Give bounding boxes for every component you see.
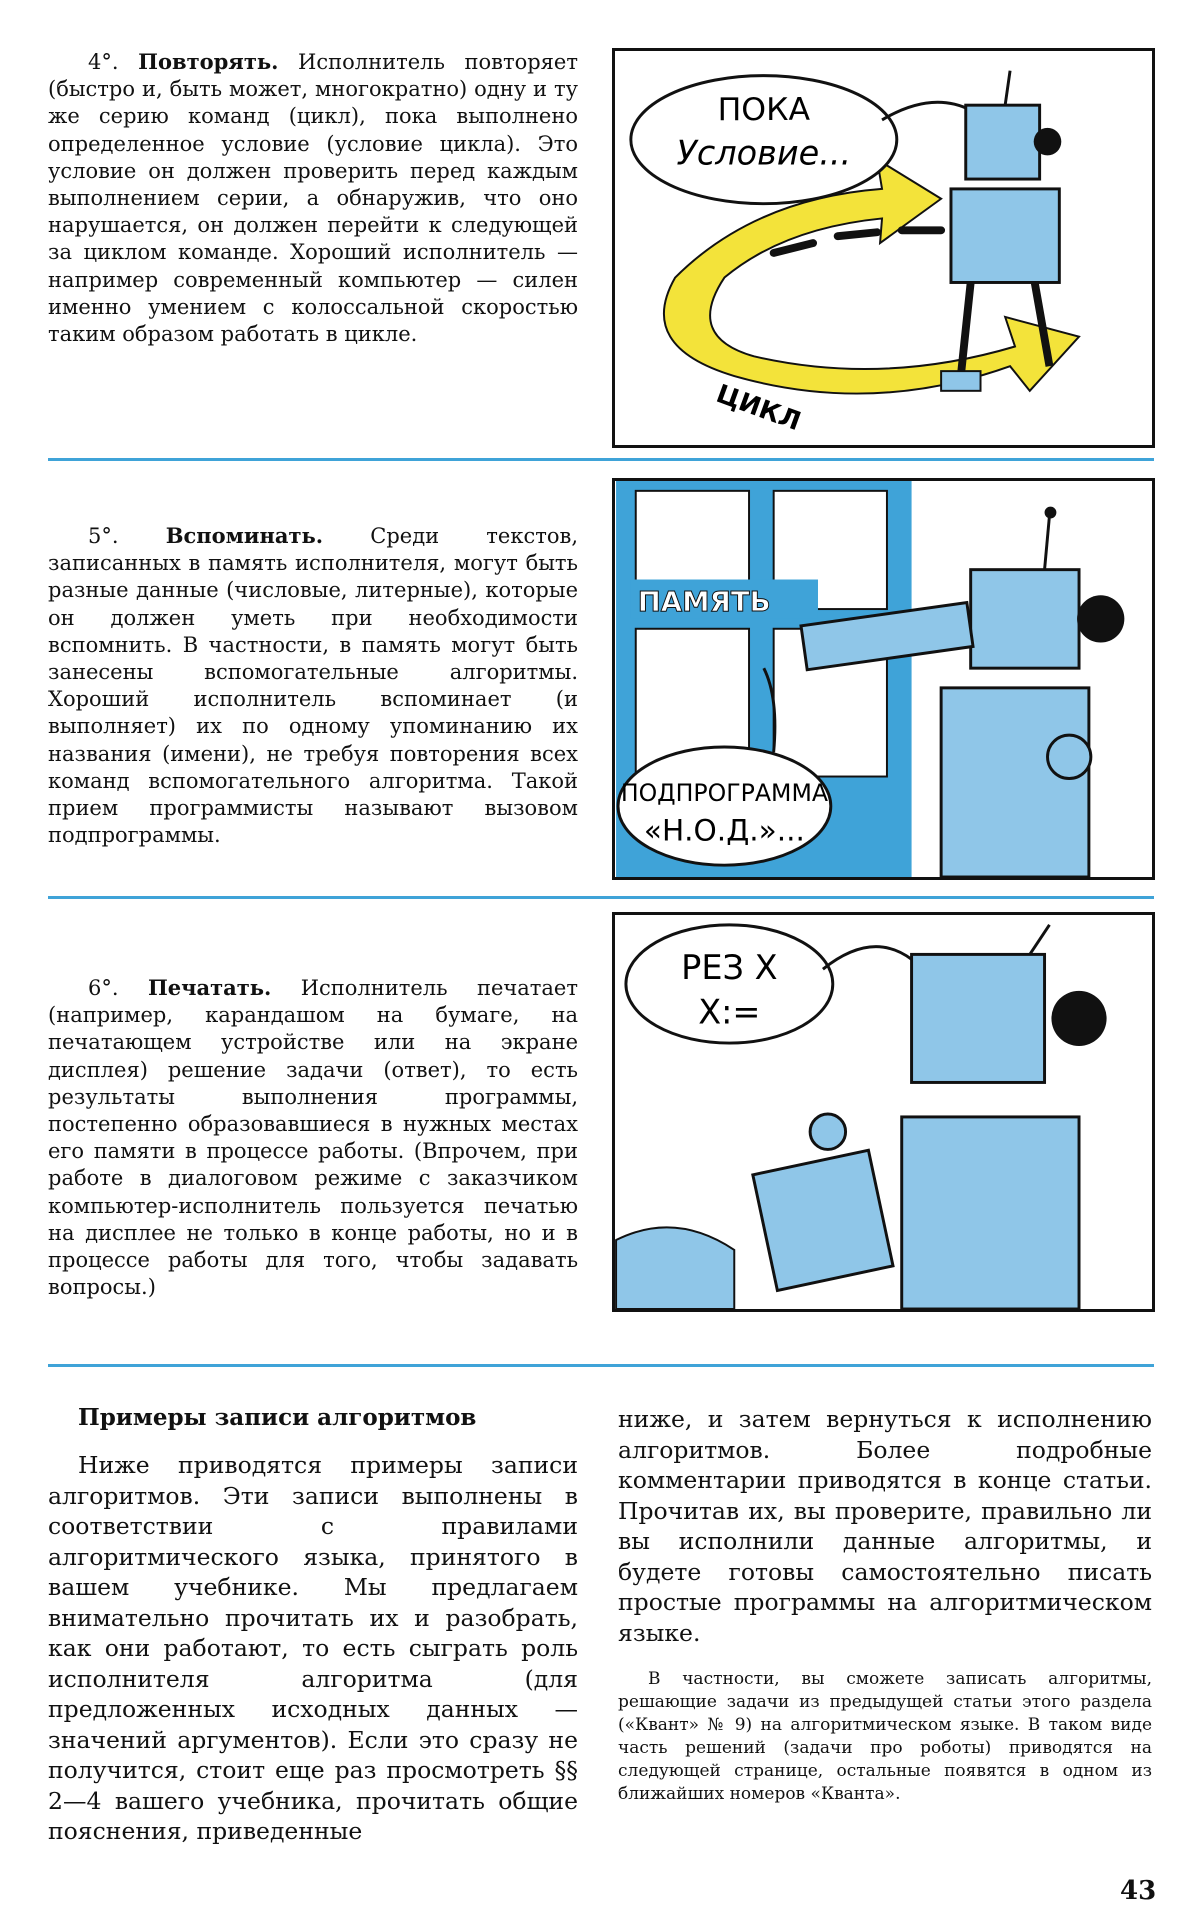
illustration-memory — [612, 478, 1155, 880]
robot-loop-drawing — [615, 51, 1152, 445]
section-5-number: 5°. — [88, 524, 119, 548]
section-divider-3 — [48, 1364, 1154, 1367]
examples-heading: Примеры записи алгоритмов — [78, 1404, 477, 1431]
section-6-text — [48, 974, 578, 1301]
section-divider-2 — [48, 896, 1154, 899]
panel1-banner: ЦИКЛ — [712, 379, 805, 438]
section-6-title: Печатать. — [147, 975, 272, 1000]
panel1-bubble-line2: Условие... — [676, 133, 852, 173]
panel2-bubble-line2: «Н.О.Д.»... — [643, 813, 805, 848]
illustration-loop — [612, 48, 1155, 448]
panel3-bubble-line2: Х:= — [698, 992, 761, 1032]
section-6-number: 6°. — [88, 976, 119, 1000]
section-5-title: Вспоминать. — [165, 523, 324, 548]
section-4-number: 4°. — [88, 50, 119, 74]
section-5-body: Среди текстов, записанных в память исполнителя, могут быть разные данные (числовые, литерные), которые он должен уметь при необходимости вспомнить. В частности, в память могут быть занесены вспомогательные алгоритмы. Хороший исполнитель вспоминает (и выполняет) их по одному упоминанию их названия (имени), не требуя повторения всех команд вспомогательного алгоритма. Такой прием программисты называют вызовом подпрограммы. — [48, 524, 578, 848]
robot-print-drawing — [615, 915, 1152, 1309]
section-4-title: Повторять. — [138, 49, 279, 74]
examples-footnote: В частности, вы сможете записать алгоритмы, решающие задачи из предыдущей статьи этого раздела («Квант» № 9) на алгоритмическом языке. В таком виде часть решений (задачи про роботы) приводятся на следующей странице, остальные появятся в одном из ближайших номеров «Кванта». — [618, 1669, 1152, 1804]
section-5-text — [48, 522, 578, 849]
page-number: 43 — [1120, 1876, 1157, 1906]
panel1-bubble-line1: ПОКА — [717, 91, 811, 128]
panel2-sign: ПАМЯТЬ — [637, 585, 771, 619]
section-divider-1 — [48, 458, 1154, 461]
examples-left-column: Ниже приводятся примеры записи алгоритмов. Эти записи выполнены в соответствии с правилами алгоритмического языка, принятого в вашем учебнике. Мы предлагаем внимательно прочитать их и разобрать, как они работают, то есть сыграть роль исполнителя алгоритма (для предложенных исходных данных — значений аргументов). Если это сразу не получится, стоит еще раз просмотреть §§ 2—4 вашего учебника, прочитать общие пояснения, приведенные — [48, 1451, 578, 1845]
section-6-body: Исполнитель печатает (например, карандашом на бумаге, на печатающем устройстве или на экране дисплея) решение задачи (ответ), то есть результаты выполнения программы, постепенно образовавшиеся в нужных местах его памяти в процессе работы. (Впрочем, при работе в диалоговом режиме с заказчиком компьютер-исполнитель пользуется печатью на дисплее не только в конце работы, но и в процессе работы для того, чтобы задавать вопросы.) — [48, 976, 578, 1300]
examples-right-column: ниже, и затем вернуться к исполнению алгоритмов. Более подробные комментарии приводятся в конце статьи. Прочитав их, вы проверите, правильно ли вы исполнили данные алгоритмы, и будете готовы самостоятельно писать простые программы на алгоритмическом языке. — [618, 1405, 1152, 1647]
illustration-print — [612, 912, 1155, 1312]
section-4-text — [48, 48, 578, 348]
panel2-bubble-line1: ПОДПРОГРАММА — [620, 779, 828, 808]
panel3-bubble-line1: РЕЗ Х — [681, 948, 778, 988]
section-4-body: Исполнитель повторяет (быстро и, быть может, многократно) одну и ту же серию команд (цикл), пока выполнено определенное условие (условие цикла). Это условие он должен проверить перед каждым выполнением серии, а обнаружив, что оно нарушается, он должен перейти к следующей за циклом команде. Хороший исполнитель — например современный компьютер — силен именно умением с колоссальной скоростью таким образом работать в цикле. — [48, 50, 578, 347]
robot-memory-drawing — [615, 481, 1152, 877]
